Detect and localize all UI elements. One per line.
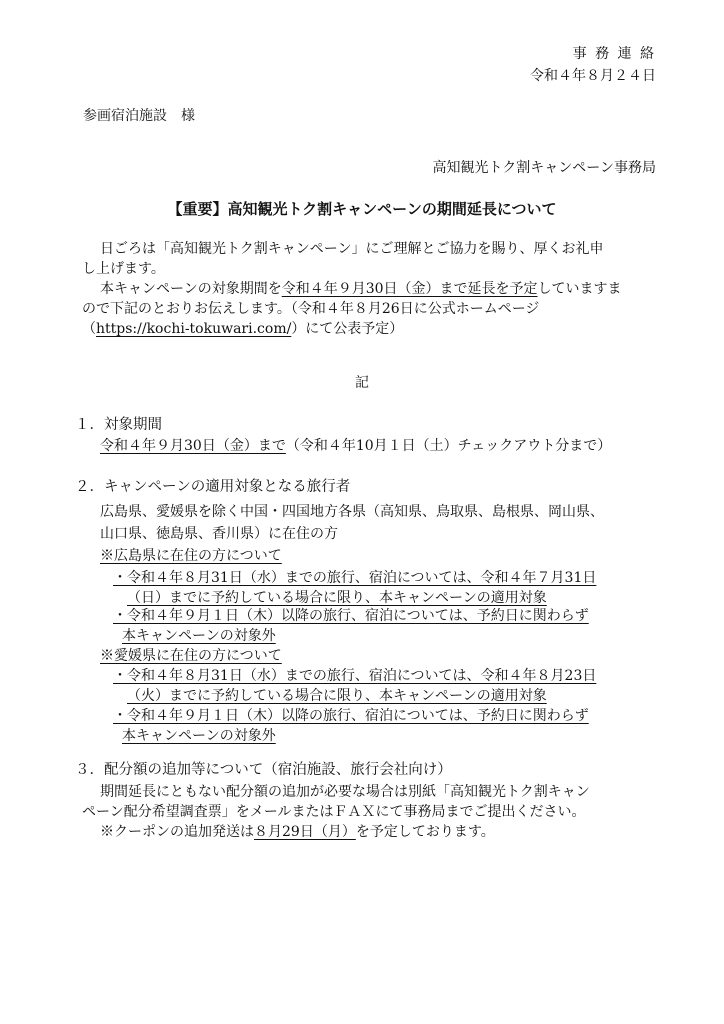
section-1-body: 令和４年９月30日（金）まで（令和４年10月１日（土）チェックアウト分まで） — [100, 438, 612, 454]
section-3-line-2: ペーン配分希望調査票」をメールまたはＦＡＸにて事務局までご提出ください。 — [82, 804, 586, 820]
extended-period-highlight: 令和４年９月30日（金）まで延長を予定 — [281, 281, 538, 297]
section-2-line-2: 山口県、徳島県、香川県）に在住の方 — [100, 526, 338, 542]
intro-paragraph-2-line-1: 本キャンペーンの対象期間を令和４年９月30日（金）まで延長を予定していますま — [100, 281, 622, 297]
document-type: 事 務 連 絡 — [572, 46, 656, 62]
ehime-bullet-1-line-2: （火）までに予約している場合に限り、本キャンペーンの適用対象 — [127, 688, 547, 704]
recipient: 参画宿泊施設 様 — [83, 108, 195, 124]
intro-paragraph-2-line-2: ので下記のとおりお伝えします。（令和４年８月26日に公式ホームページ — [82, 301, 540, 317]
page-title: 【重要】高知観光トク割キャンペーンの期間延長について — [167, 200, 557, 218]
hiroshima-bullet-2-line-1: ・令和４年９月１日（木）以降の旅行、宿泊については、予約日に関わらず — [113, 608, 589, 624]
ki-marker: 記 — [355, 375, 369, 391]
intro-paragraph-1-line-2: し上げます。 — [82, 261, 165, 277]
document-date: 令和４年８月２４日 — [530, 68, 656, 84]
section-1-heading: １．対象期間 — [75, 417, 162, 433]
hiroshima-note-title: ※広島県に在住の方について — [100, 548, 282, 564]
section-3-line-3: ※クーポンの追加発送は８月29日（月）を予定しております。 — [100, 824, 495, 840]
hiroshima-bullet-1-line-2: （日）までに予約している場合に限り、本キャンペーンの適用対象 — [127, 590, 547, 606]
intro-paragraph-2-line-3: （https://kochi-tokuwari.com/）にて公表予定） — [82, 321, 404, 337]
section-3-line-1: 期間延長にともない配分額の追加が必要な場合は別紙「高知観光トク割キャン — [100, 784, 590, 800]
ehime-bullet-2-line-1: ・令和４年９月１日（木）以降の旅行、宿泊については、予約日に関わらず — [113, 708, 589, 724]
ehime-note-title: ※愛媛県に在住の方について — [100, 648, 282, 664]
coupon-date-highlight: ８月29日（月） — [254, 824, 356, 840]
ehime-bullet-1-line-1: ・令和４年８月31日（水）までの旅行、宿泊については、令和４年８月23日 — [113, 668, 597, 684]
sender: 高知観光トク割キャンペーン事務局 — [432, 160, 656, 176]
section-2-heading: ２．キャンペーンの適用対象となる旅行者 — [75, 479, 351, 495]
section-3-heading: ３．配分額の追加等について（宿泊施設、旅行会社向け） — [75, 762, 452, 778]
section-2-line-1: 広島県、愛媛県を除く中国・四国地方各県（高知県、鳥取県、島根県、岡山県、 — [100, 504, 604, 520]
intro-paragraph-1-line-1: 日ごろは「高知観光トク割キャンペーン」にご理解とご協力を賜り、厚くお礼申 — [100, 241, 604, 257]
official-website-link[interactable]: https://kochi-tokuwari.com/ — [96, 321, 292, 337]
hiroshima-bullet-1-line-1: ・令和４年８月31日（水）までの旅行、宿泊については、令和４年７月31日 — [113, 570, 597, 586]
ehime-bullet-2-line-2: 本キャンペーンの対象外 — [122, 728, 276, 744]
hiroshima-bullet-2-line-2: 本キャンペーンの対象外 — [122, 628, 276, 644]
